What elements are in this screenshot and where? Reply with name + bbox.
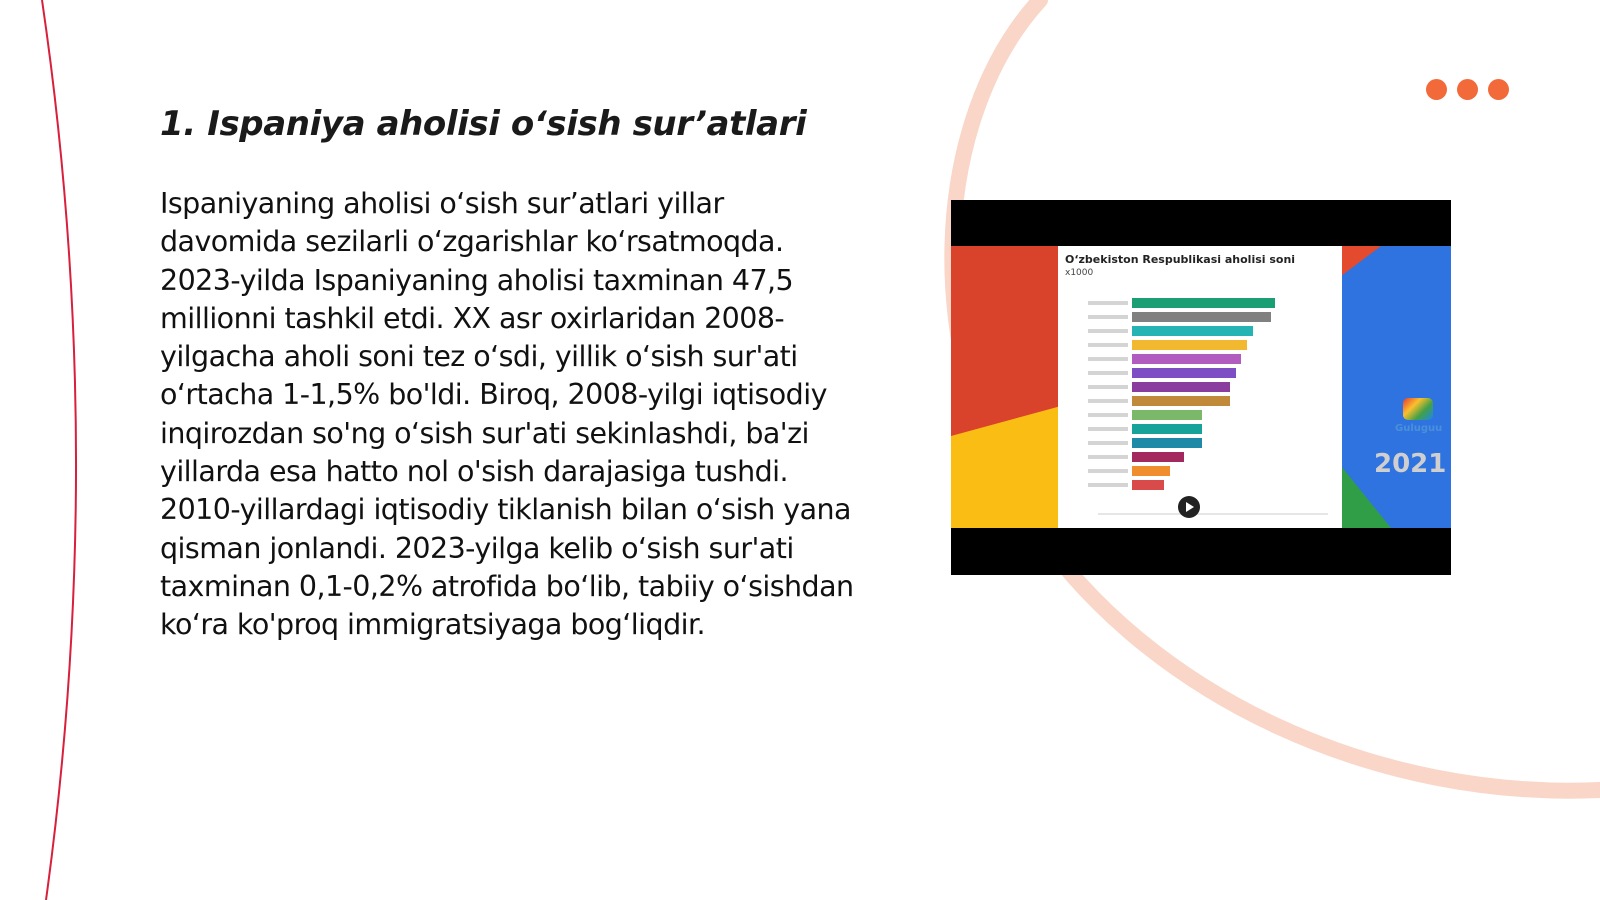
slide-title: 1. Ispaniya aholisi o‘sish sur’atlari (160, 104, 807, 144)
channel-logo-icon (1403, 398, 1433, 420)
video-frame (951, 246, 1451, 528)
embedded-video[interactable] (951, 200, 1451, 575)
video-chart-subtitle: x1000 (1065, 268, 1094, 278)
play-icon[interactable] (1178, 496, 1200, 518)
video-chart-title: O‘zbekiston Respublikasi aholisi soni (1065, 253, 1296, 266)
video-year-label: 2021 (1374, 449, 1447, 479)
menu-dots (1426, 79, 1509, 100)
channel-logo-text: Guluguu (1395, 423, 1443, 434)
video-chart-panel (1058, 246, 1447, 528)
left-red-curve (42, 0, 76, 900)
dot-icon (1457, 79, 1478, 100)
video-bar-graphic (1058, 246, 1342, 528)
dot-icon (1488, 79, 1509, 100)
dot-icon (1426, 79, 1447, 100)
slide-body: Ispaniyaning aholisi o‘sish sur’atlari yillar davomida sezilarli o‘zgarishlar ko‘rsatmoqda. 2023-yilda Ispaniyaning aholisi taxminan 47,5 millionni tashkil etdi. XX asr oxirlaridan 2008-yilgacha aholi soni tez o‘sdi, yillik o‘sish sur'ati o‘rtacha 1-1,5% bo'ldi. Biroq, 2008-yilgi iqtisodiy inqirozdan so'ng o‘sish sur'ati sekinlashdi, ba'zi yillarda esa hatto nol o'sish darajasiga tushdi. 2010-yillardagi iqtisodiy tiklanish bilan o‘sish yana qisman jonlandi. 2023-yilga kelib o‘sish sur'ati taxminan 0,1-0,2% atrofida bo‘lib, tabiiy o‘sishdan ko‘ra ko'proq immigratsiyaga bog‘liqdir. (160, 187, 854, 642)
